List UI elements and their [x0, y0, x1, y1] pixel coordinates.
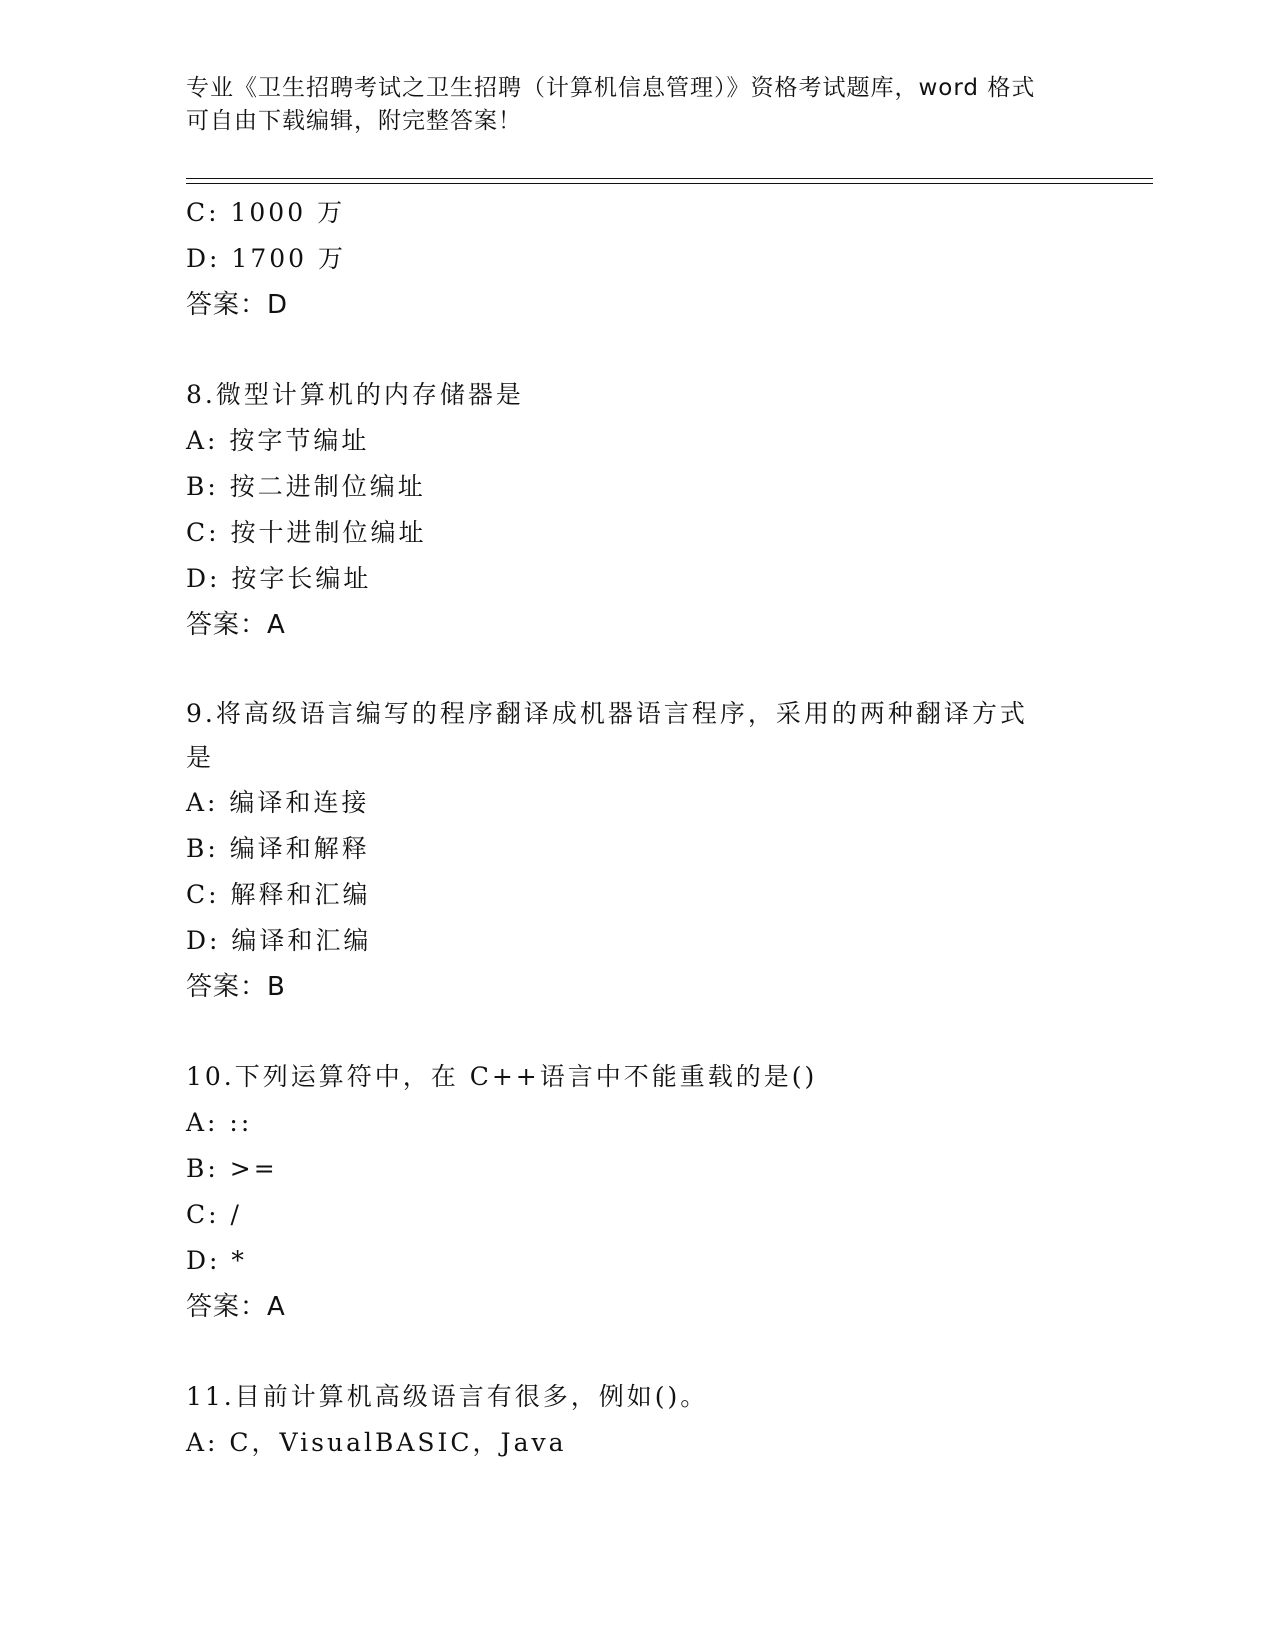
- spacer: [186, 648, 1086, 692]
- question-block-9: [186, 692, 1086, 1010]
- option-d: D: *: [186, 1246, 247, 1275]
- option-a: A: 编译和连接: [186, 788, 370, 817]
- question-block-prev: [186, 190, 1086, 328]
- question-title: 11.目前计算机高级语言有很多，例如()。: [186, 1382, 709, 1411]
- question-title-line-2: 是: [186, 743, 215, 772]
- question-block-11: [186, 1374, 1086, 1466]
- option-b: B: >=: [186, 1154, 278, 1183]
- option-b: B: 编译和解释: [186, 834, 370, 863]
- header-divider-top: [186, 178, 1153, 179]
- question-title: 8.微型计算机的内存储器是: [186, 380, 524, 409]
- answer-line: 答案：A: [186, 1292, 286, 1322]
- option-d: D: 按字长编址: [186, 564, 372, 593]
- option-c: C: 1000 万: [186, 198, 346, 227]
- question-list: [186, 190, 1086, 1466]
- option-a: A: 按字节编址: [186, 426, 370, 455]
- option-d: D: 1700 万: [186, 244, 346, 273]
- answer-line: 答案：D: [186, 290, 289, 320]
- spacer: [186, 328, 1086, 372]
- option-d: D: 编译和汇编: [186, 926, 372, 955]
- option-c: C: 解释和汇编: [186, 880, 371, 909]
- option-b: B: 按二进制位编址: [186, 472, 426, 501]
- option-c: C: 按十进制位编址: [186, 518, 427, 547]
- question-title-line-1: 9.将高级语言编写的程序翻译成机器语言程序，采用的两种翻译方式: [186, 699, 1028, 728]
- header-line-1: 专业《卫生招聘考试之卫生招聘（计算机信息管理）》资格考试题库，word 格式: [186, 75, 1036, 101]
- header-divider-bottom: [186, 183, 1153, 184]
- question-block-8: [186, 372, 1086, 648]
- header-line-2: 可自由下载编辑，附完整答案！: [186, 108, 522, 134]
- document-header: [186, 72, 1086, 138]
- option-c: C: /: [186, 1200, 242, 1229]
- answer-line: 答案：A: [186, 610, 286, 640]
- question-title: 10.下列运算符中，在 C++语言中不能重载的是(): [186, 1062, 818, 1091]
- option-a: A: C，VisualBASIC，Java: [186, 1428, 567, 1457]
- spacer: [186, 1330, 1086, 1374]
- spacer: [186, 1010, 1086, 1054]
- answer-line: 答案：B: [186, 972, 286, 1002]
- question-block-10: [186, 1054, 1086, 1330]
- option-a: A: ::: [186, 1108, 253, 1137]
